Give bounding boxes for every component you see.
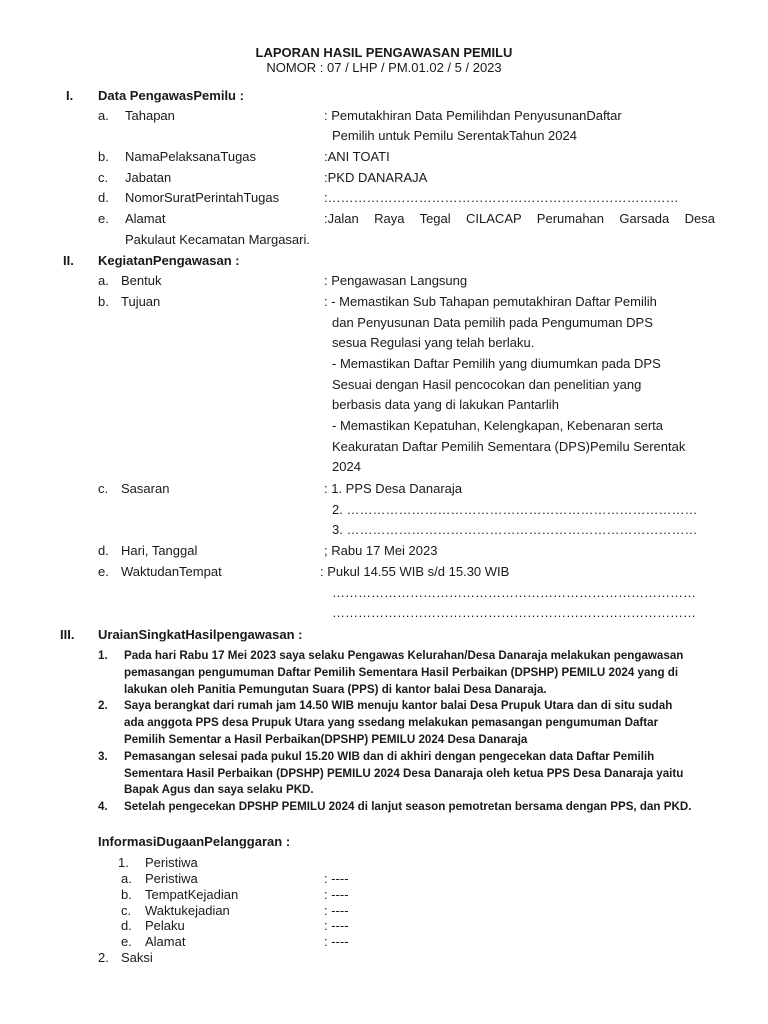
s2-waktu-letter: e. xyxy=(98,564,109,579)
s1-item-d-value: :……………………………………………………………………… xyxy=(324,190,679,205)
s2-tujuan-line: 2024 xyxy=(332,459,361,474)
report-number: NOMOR : 07 / LHP / PM.01.02 / 5 / 2023 xyxy=(266,60,502,75)
s3-item-number: 3. xyxy=(98,750,108,763)
s3-item-line: Saya berangkat dari rumah jam 14.50 WIB menuju kantor balai Desa Prupuk Utara dan di situ sudah xyxy=(124,699,673,712)
s2-tujuan-line: Keakuratan Daftar Pemilih Sementara (DPS)Pemilu Serentak xyxy=(332,439,686,454)
s3-item-line: Sementara Hasil Perbaikan (DPSHP) PEMILU 2024 Desa Danaraja oleh ketua PPS Desa Danaraja yaitu xyxy=(124,767,684,780)
s2-sasaran-letter: c. xyxy=(98,481,109,496)
s2-tujuan-label: Tujuan xyxy=(121,294,161,309)
s2-tujuan-letter: b. xyxy=(98,294,109,309)
s1-item-b-value: :ANI TOATI xyxy=(324,149,390,164)
s4-item1-label: Peristiwa xyxy=(145,855,198,870)
section-2-number: II. xyxy=(63,253,74,268)
s2-hari-label: Hari, Tanggal xyxy=(121,543,198,558)
section-2-title: KegiatanPengawasan : xyxy=(98,253,240,268)
s3-item-line: Pada hari Rabu 17 Mei 2023 saya selaku Pengawas Kelurahan/Desa Danaraja melakukan pengawasan xyxy=(124,649,684,662)
s2-waktu-line: : Pukul 14.55 WIB s/d 15.30 WIB xyxy=(320,564,510,579)
s3-item-line: Pemilih Sementar a Hasil Perbaikan(DPSHP) PEMILU 2024 Desa Danaraja xyxy=(124,733,528,746)
s4-sub-label: Pelaku xyxy=(145,918,185,933)
s4-item1-number: 1. xyxy=(118,855,129,870)
s4-sub-value: : ---- xyxy=(324,918,349,933)
s3-item-line: Setelah pengecekan DPSHP PEMILU 2024 di lanjut season pemotretan bersama dengan PPS, dan PKD. xyxy=(124,800,692,813)
section-1-title: Data PengawasPemilu : xyxy=(98,88,244,103)
s2-tujuan-line: : - Memastikan Sub Tahapan pemutakhiran Daftar Pemilih xyxy=(324,294,657,309)
s4-sub-letter: e. xyxy=(121,934,132,949)
s4-item2-number: 2. xyxy=(98,950,109,965)
section-3-title: UraianSingkatHasilpengawasan : xyxy=(98,627,303,642)
s3-item-number: 4. xyxy=(98,800,108,813)
s3-item-line: lakukan oleh Panitia Pemungutan Suara (PPS) di kantor balai Desa Danaraja. xyxy=(124,683,547,696)
s4-sub-label: Peristiwa xyxy=(145,871,198,886)
s4-sub-label: TempatKejadian xyxy=(145,887,239,902)
s2-hari-value: ; Rabu 17 Mei 2023 xyxy=(324,543,438,558)
s2-tujuan-line: - Memastikan Kepatuhan, Kelengkapan, Kebenaran serta xyxy=(332,418,663,433)
s2-hari-letter: d. xyxy=(98,543,109,558)
s2-sasaran-label: Sasaran xyxy=(121,481,170,496)
s2-waktu-line: ………………………………………………………………………… xyxy=(332,585,696,600)
s2-sasaran-line: 2. ……………………………………………………………………… xyxy=(332,502,698,517)
s1-item-d-letter: d. xyxy=(98,190,109,205)
s3-item-number: 2. xyxy=(98,699,108,712)
section-4-title: InformasiDugaanPelanggaran : xyxy=(98,834,291,849)
s2-tujuan-line: Sesuai dengan Hasil pencocokan dan penelitian yang xyxy=(332,377,642,392)
s2-bentuk-label: Bentuk xyxy=(121,273,162,288)
s2-sasaran-line: 3. ……………………………………………………………………… xyxy=(332,522,698,537)
s4-sub-value: : ---- xyxy=(324,887,349,902)
s1-item-c-value: :PKD DANARAJA xyxy=(324,170,428,185)
s3-item-line: Pemasangan selesai pada pukul 15.20 WIB dan di akhiri dengan pengecekan data Daftar Pemilih xyxy=(124,750,655,763)
s2-tujuan-line: - Memastikan Daftar Pemilih yang diumumkan pada DPS xyxy=(332,356,661,371)
s1-item-a-label: Tahapan xyxy=(125,108,175,123)
s4-sub-letter: b. xyxy=(121,887,132,902)
section-1-number: I. xyxy=(66,88,74,103)
s3-item-line: Bapak Agus dan saya selaku PKD. xyxy=(124,783,314,796)
s1-item-e-letter: e. xyxy=(98,211,109,226)
s2-tujuan-line: sesua Regulasi yang telah berlaku. xyxy=(332,335,535,350)
s4-sub-letter: d. xyxy=(121,918,132,933)
s1-item-d-label: NomorSuratPerintahTugas xyxy=(125,190,280,205)
s4-sub-label: Alamat xyxy=(145,934,186,949)
s2-tujuan-line: dan Penyusunan Data pemilih pada Pengumuman DPS xyxy=(332,315,653,330)
s2-waktu-label: WaktudanTempat xyxy=(121,564,222,579)
report-title: LAPORAN HASIL PENGAWASAN PEMILU xyxy=(255,45,513,60)
s4-sub-value: : ---- xyxy=(324,903,349,918)
s4-sub-letter: a. xyxy=(121,871,132,886)
s2-sasaran-line: : 1. PPS Desa Danaraja xyxy=(324,481,463,496)
s1-item-a-value-cont: Pemilih untuk Pemilu SerentakTahun 2024 xyxy=(332,128,577,143)
s2-bentuk-value: : Pengawasan Langsung xyxy=(324,273,468,288)
s4-item2-label: Saksi xyxy=(121,950,153,965)
s4-sub-label: Waktukejadian xyxy=(145,903,230,918)
s1-item-b-label: NamaPelaksanaTugas xyxy=(125,149,257,164)
s3-item-line: ada anggota PPS desa Prupuk Utara yang ssedang melakukan pemasangan pengumuman Daftar xyxy=(124,716,659,729)
section-3-number: III. xyxy=(60,627,75,642)
s2-waktu-line: ………………………………………………………………………… xyxy=(332,605,696,620)
s3-item-line: pemasangan pengumuman Daftar Pemilih Sementara Hasil Perbaikan (DPSHP) PEMILU 2024 yang di xyxy=(124,666,679,679)
s2-bentuk-letter: a. xyxy=(98,273,109,288)
s1-item-a-value: : Pemutakhiran Data Pemilihdan PenyusunanDaftar xyxy=(324,108,622,123)
s1-item-c-label: Jabatan xyxy=(125,170,172,185)
s4-sub-letter: c. xyxy=(121,903,132,918)
s1-item-e-value: :Jalan Raya Tegal CILACAP Perumahan Garsada Desa xyxy=(324,211,715,226)
s2-tujuan-line: berbasis data yang di lakukan Pantarlih xyxy=(332,397,559,412)
s1-item-b-letter: b. xyxy=(98,149,109,164)
s1-item-c-letter: c. xyxy=(98,170,109,185)
s4-sub-value: : ---- xyxy=(324,934,349,949)
s3-item-number: 1. xyxy=(98,649,108,662)
s1-item-e-value-cont: Pakulaut Kecamatan Margasari. xyxy=(125,232,310,247)
s1-item-a-letter: a. xyxy=(98,108,109,123)
s4-sub-value: : ---- xyxy=(324,871,349,886)
s1-item-e-label: Alamat xyxy=(125,211,166,226)
